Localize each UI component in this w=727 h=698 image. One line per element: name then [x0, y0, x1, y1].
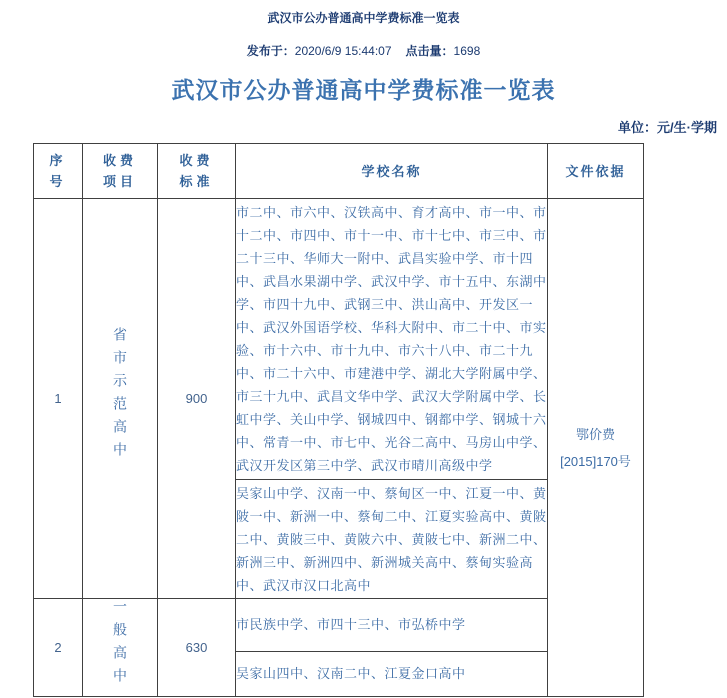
row2-index: 2	[34, 599, 83, 697]
table-header-row	[34, 144, 644, 199]
publish-timestamp: 2020/6/9 15:44:07	[294, 44, 392, 58]
publish-label: 发布于：	[246, 44, 295, 58]
col-header-fee-standard	[158, 144, 236, 199]
page-header-title: 武汉市公办普通高中学费标准一览表	[267, 11, 460, 25]
document-basis-cell	[548, 199, 644, 697]
col-header-index-line2: 号	[49, 174, 67, 189]
col-header-index-line1: 序	[49, 153, 67, 168]
col-header-fee-item-line1: 收费	[102, 153, 137, 168]
clicks-label: 点击量：	[405, 44, 454, 58]
row2-fee-item	[83, 599, 158, 697]
col-header-school-name-label: 学校名称	[361, 163, 422, 179]
row1-fee-item-label: 省市示范高中	[112, 327, 128, 465]
row1-fee-item	[83, 199, 158, 599]
col-header-fee-standard-line2: 标准	[179, 174, 214, 189]
document-basis-line2: [2015]170号	[560, 453, 631, 469]
row1-fee-standard: 900	[158, 199, 236, 599]
tuition-fee-table	[33, 143, 644, 697]
document-basis-line1: 鄂价费	[575, 426, 615, 442]
col-header-document-basis-label: 文件依据	[565, 163, 626, 179]
row1-school-group-1: 市二中、市六中、汉铁高中、育才高中、市一中、市十二中、市四中、市十一中、市十七中、市三中、市二十三中、华师大一附中、武昌实验中学、市十四中、武昌水果湖中学、武汉中学、市十五中、东湖中学、市四十九中、武钢三中、洪山高中、开发区一中、武汉外国语学校、华科大附中、市二十中、市实验、市十六中、市十九中、市六十八中、市二十九中、市二十六中、市建港中学、湖北大学附属中学、市三十九中、武昌文华中学、武汉大学附属中学、长虹中学、关山中学、钢城四中、钢都中学、钢城十六中、常青一中、市七中、光谷二高中、马房山中学、武汉开发区第三中学、武汉市晴川高级中学	[236, 199, 548, 480]
col-header-school-name	[236, 144, 548, 199]
row2-fee-standard: 630	[158, 599, 236, 697]
col-header-fee-item	[83, 144, 158, 199]
col-header-index	[34, 144, 83, 199]
row2-school-group-2: 吴家山四中、汉南二中、江夏金口高中	[236, 651, 548, 696]
row2-fee-item-label: 一般高中	[112, 599, 128, 691]
page-title: 武汉市公办普通高中学费标准一览表	[171, 77, 556, 103]
unit-note: 单位：元/生·学期	[618, 120, 717, 135]
row1-index: 1	[34, 199, 83, 599]
row2-school-group-1: 市民族中学、市四十三中、市弘桥中学	[236, 599, 548, 652]
col-header-document-basis	[548, 144, 644, 199]
col-header-fee-standard-line1: 收费	[179, 153, 214, 168]
publish-info	[0, 42, 727, 59]
row1-school-group-2: 吴家山中学、汉南一中、蔡甸区一中、江夏一中、黄陂一中、新洲一中、蔡甸二中、江夏实验高中、黄陂二中、黄陂三中、黄陂六中、黄陂七中、新洲二中、新洲三中、新洲四中、新洲城关高中、蔡甸实验高中、武汉市汉口北高中	[236, 480, 548, 599]
table-row	[34, 199, 644, 480]
clicks-count: 1698	[453, 44, 481, 58]
col-header-fee-item-line2: 项目	[102, 174, 137, 189]
